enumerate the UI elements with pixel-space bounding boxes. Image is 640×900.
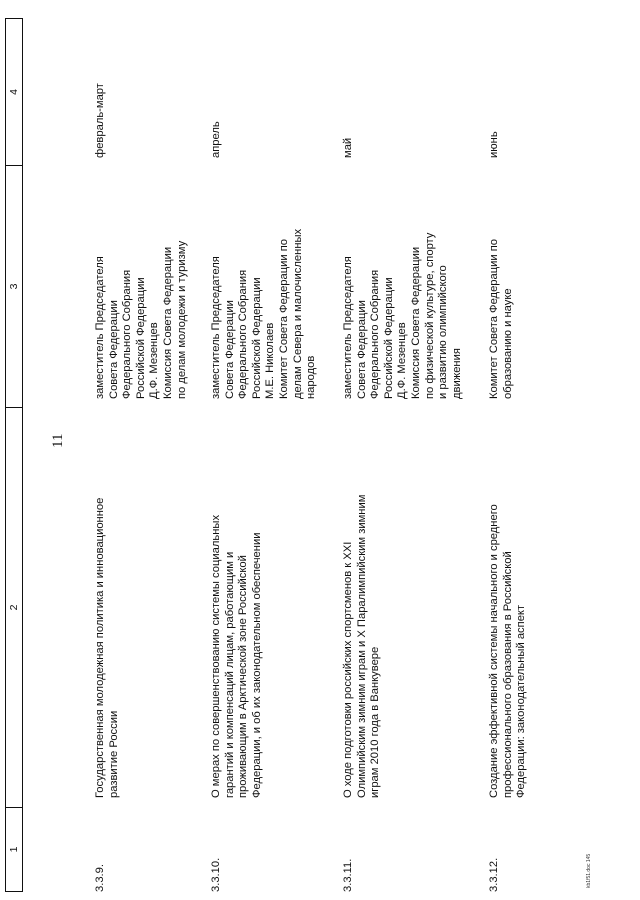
row-deadline: май (342, 137, 354, 158)
row-deadline: июнь (488, 131, 500, 158)
table-header (5, 18, 23, 892)
row-deadline: февраль-март (94, 83, 106, 158)
row-number: 3.3.9. (94, 864, 106, 892)
row-responsible: заместитель Председателя Совета Федерации Федерального Собрания Российской Федерации М.Е. Николаев Комитет Совета Федерации по делам Севера и малочисленных народов (210, 228, 318, 399)
column-header-1: 1 (6, 807, 22, 891)
row-number: 3.3.12. (488, 857, 500, 892)
row-title: О ходе подготовки российских спортсменов к XXI Олимпийским зимним играм и X Паралимпийским зимним играм 2010 года в Ванкувере (342, 494, 382, 798)
page-number: 11 (50, 433, 66, 448)
row-number: 3.3.10. (210, 857, 222, 892)
row-title: Государственная молодежная политика и инновационное развитие России (94, 497, 120, 798)
row-number: 3.3.11. (342, 858, 354, 892)
row-responsible: Комитет Совета Федерации по образованию и науке (488, 238, 514, 399)
row-title: О мерах по совершенствованию системы социальных гарантий и компенсаций лицам, работающим и проживающим в Арктической зоне Российской Федерации, и об их законодательном обеспечении (210, 514, 263, 798)
column-header-3: 3 (6, 165, 22, 407)
row-deadline: апрель (210, 121, 222, 158)
footer-filename: kb1f51.doc 145 (586, 853, 592, 888)
row-responsible: заместитель Председателя Совета Федерации Федерального Собрания Российской Федерации Д.Ф. Мезенцев Комиссия Совета Федерации по делам молодежи и туризму (94, 240, 188, 399)
row-responsible: заместитель Председателя Совета Федерации Федерального Собрания Российской Федерации Д.Ф. Мезенцев Комиссия Совета Федерации по физической культуре, спорту и развитию олимпийского движения (342, 232, 463, 399)
row-title: Создание эффективной системы начального и среднего профессионального образования в Российской Федерации: законодательный аспект (488, 504, 528, 798)
column-header-4: 4 (8, 89, 20, 95)
column-header-2: 2 (6, 407, 22, 807)
